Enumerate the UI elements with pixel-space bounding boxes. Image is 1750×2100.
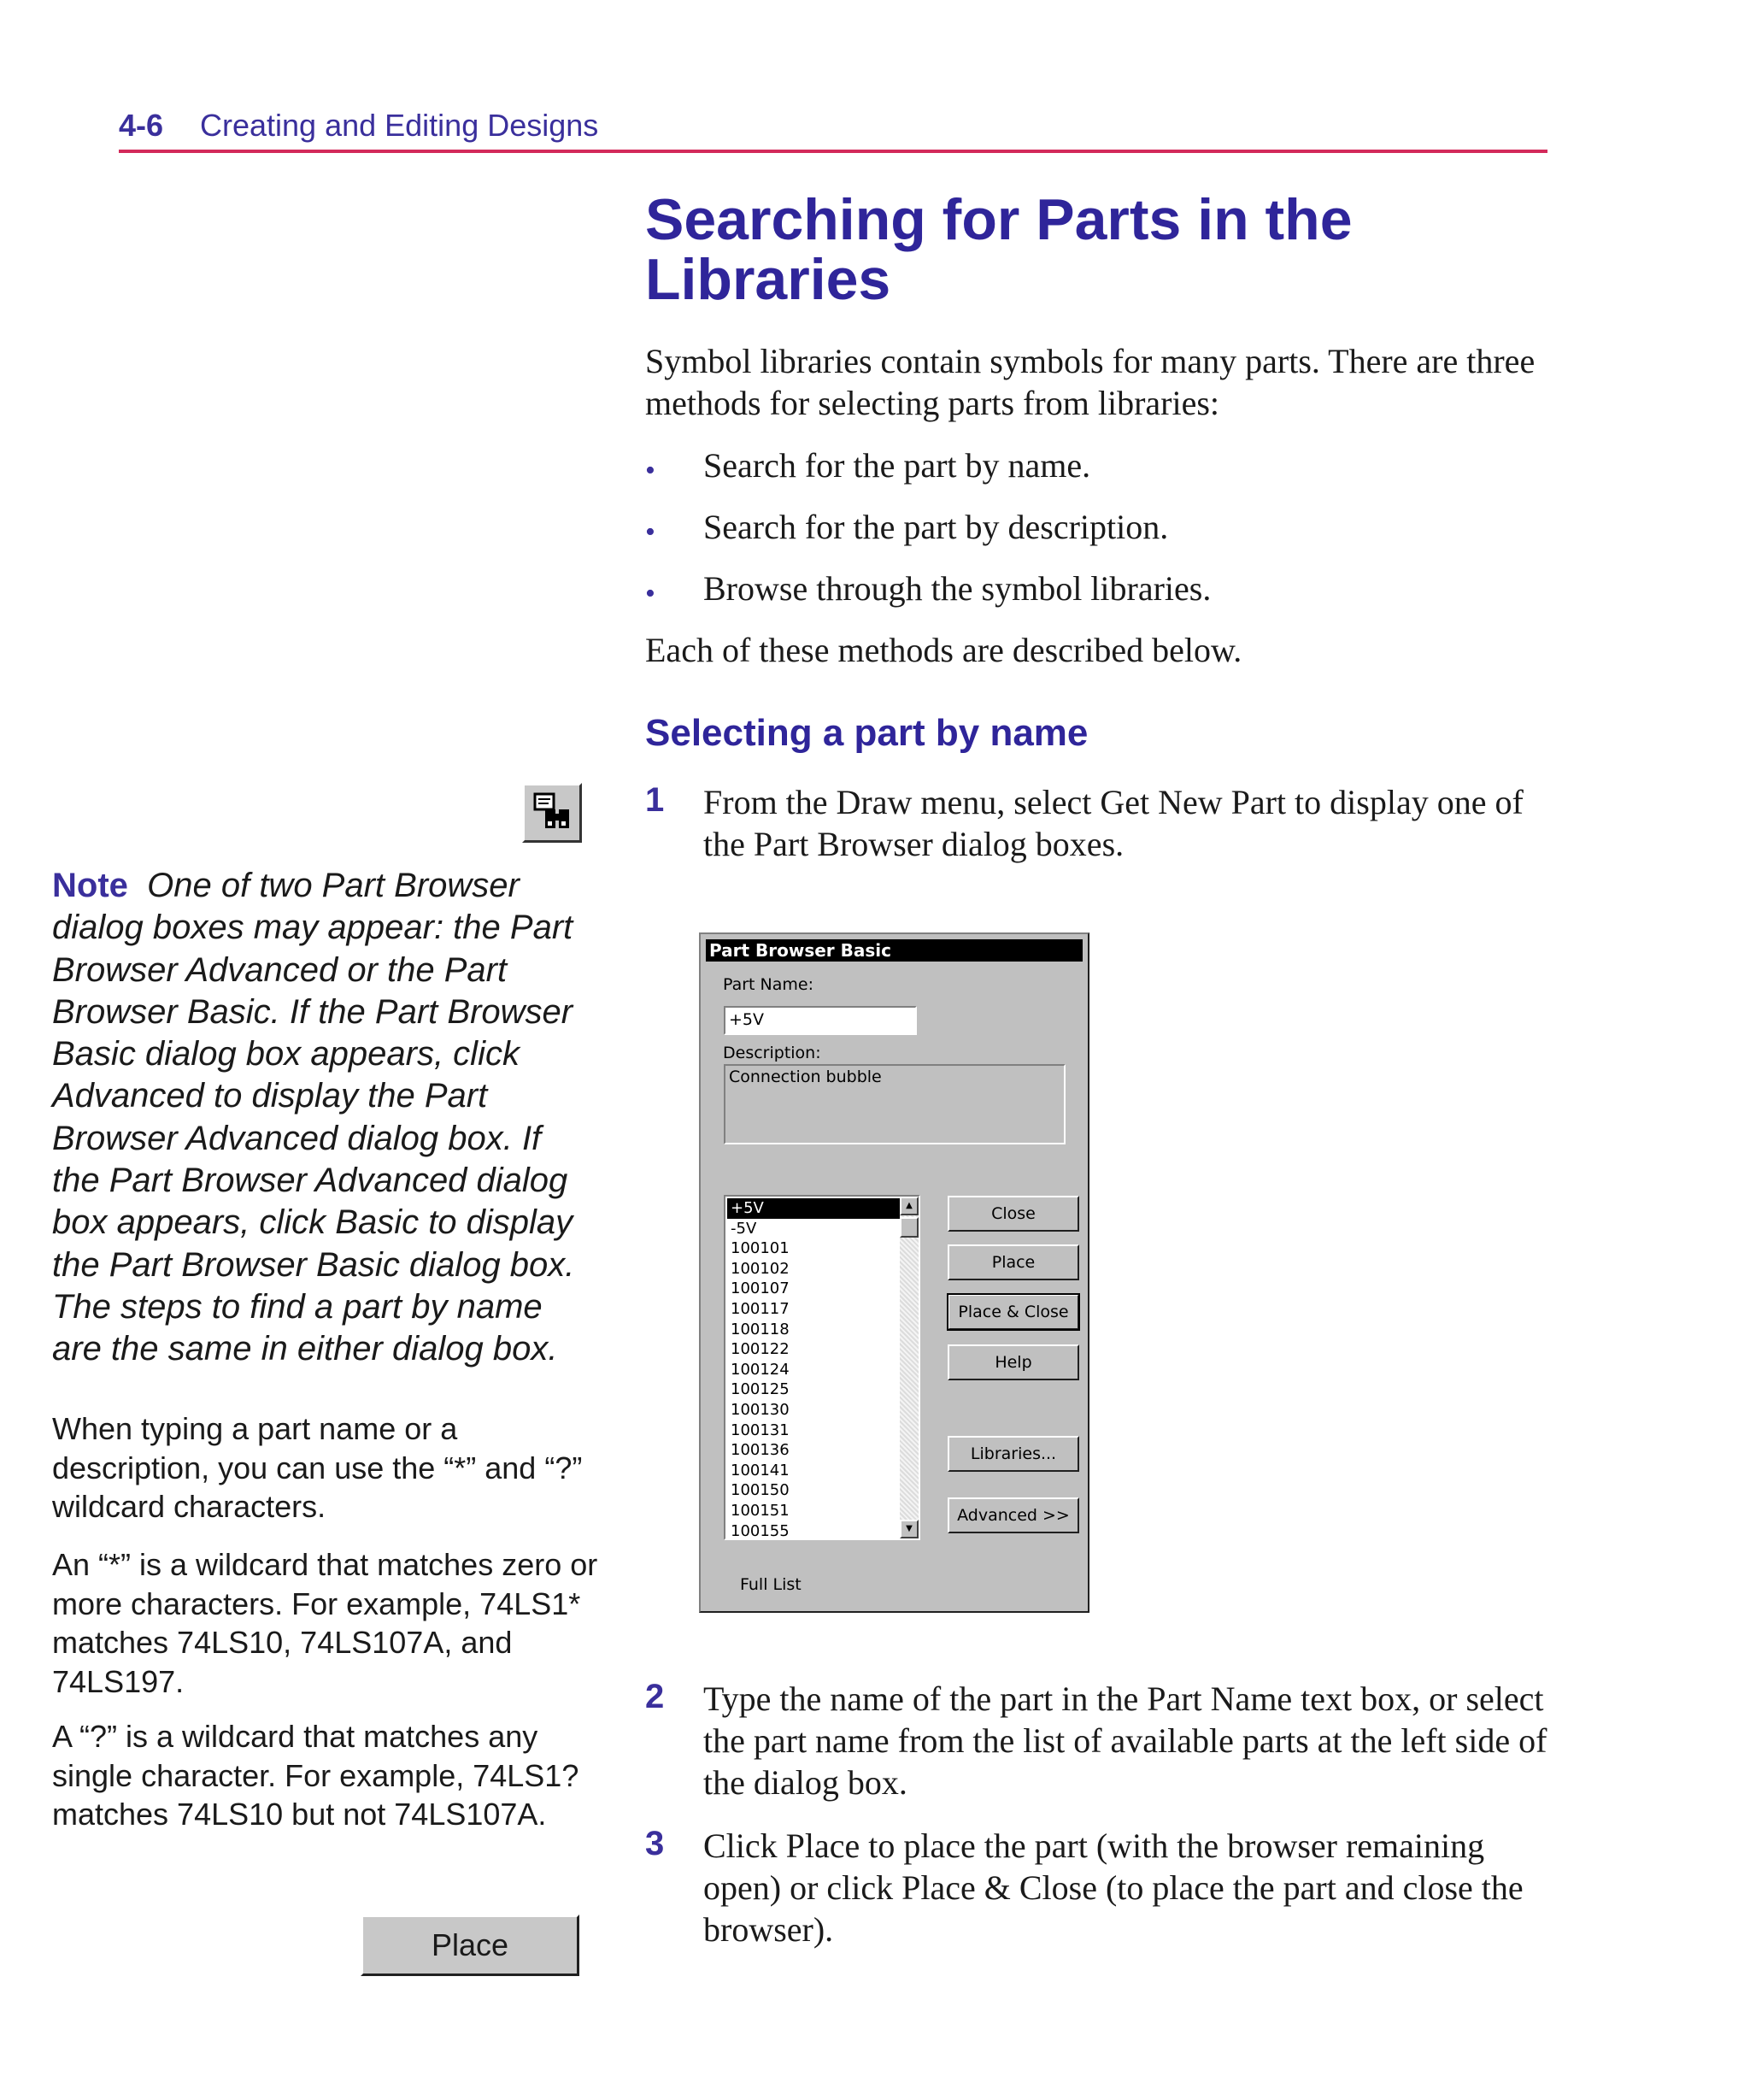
advanced-button[interactable]: Advanced >>: [948, 1497, 1079, 1533]
chapter-title: Creating and Editing Designs: [200, 108, 599, 143]
outro-paragraph: Each of these methods are described below.: [645, 631, 1242, 669]
step-number: 2: [645, 1678, 665, 1715]
list-item[interactable]: 100117: [731, 1299, 790, 1318]
list-item[interactable]: 100136: [731, 1441, 790, 1460]
scroll-up-arrow-icon[interactable]: ▲: [900, 1197, 919, 1215]
place-and-close-button[interactable]: Place & Close: [948, 1294, 1079, 1330]
part-name-label: Part Name:: [723, 975, 814, 994]
page-title: Searching for Parts in the Libraries: [645, 187, 1353, 312]
part-browser-basic-dialog: [699, 932, 1089, 1613]
note-callout: [52, 865, 590, 1371]
binoculars-icon: [525, 785, 579, 840]
description-label: Description:: [723, 1044, 821, 1062]
list-item[interactable]: 100130: [731, 1400, 790, 1419]
list-item[interactable]: -5V: [731, 1219, 757, 1238]
wildcard-paragraph: An “*” is a wildcard that matches zero or more characters. For example, 74LS1* matches 74LS10, 74LS107A, and 74LS197.: [52, 1547, 598, 1699]
list-item[interactable]: 100122: [731, 1340, 790, 1359]
bullet-item: Browse through the symbol libraries.: [703, 569, 1212, 608]
step-text: Type the name of the part in the Part Name text box, or select the part name from the list of available parts at the left side of the dialog box.: [703, 1679, 1547, 1802]
intro-paragraph: Symbol libraries contain symbols for many parts. There are three methods for selecting parts from libraries:: [645, 342, 1536, 422]
place-button[interactable]: Place: [948, 1244, 1079, 1280]
step-text: Click Place to place the part (with the browser remaining open) or click Place & Close (to place the part and close the browser).: [703, 1826, 1524, 1949]
bullet-item: Search for the part by description.: [703, 508, 1169, 546]
place-button-graphic: Place: [361, 1915, 579, 1976]
bullet-dot: •: [645, 516, 655, 548]
close-button[interactable]: Close: [948, 1196, 1079, 1232]
list-item[interactable]: 100151: [731, 1501, 790, 1520]
note-label: Note: [52, 867, 128, 904]
list-item[interactable]: 100125: [731, 1380, 790, 1399]
parts-list-scrollbar[interactable]: [900, 1197, 919, 1538]
wildcard-paragraph: When typing a part name or a description, you can use the “*” and “?” wildcard characters.: [52, 1411, 583, 1524]
subsection-title: Selecting a part by name: [645, 712, 1089, 754]
list-item[interactable]: 100101: [731, 1239, 790, 1258]
dialog-title-bar: Part Browser Basic: [706, 939, 1083, 962]
list-item[interactable]: 100118: [731, 1320, 790, 1338]
list-item[interactable]: 100124: [731, 1360, 790, 1379]
libraries-button[interactable]: Libraries...: [948, 1436, 1079, 1472]
scroll-thumb[interactable]: [900, 1217, 919, 1238]
description-box: Connection bubble: [724, 1064, 1066, 1144]
list-item[interactable]: +5V: [727, 1198, 901, 1219]
list-item[interactable]: 100141: [731, 1461, 790, 1479]
list-item[interactable]: 100131: [731, 1421, 790, 1439]
parts-list[interactable]: [724, 1195, 920, 1540]
wildcard-paragraph: A “?” is a wildcard that matches any single character. For example, 74LS1? matches 74LS10 but not 74LS107A.: [52, 1719, 579, 1832]
page-number: 4-6: [119, 108, 164, 143]
step-number: 3: [645, 1825, 665, 1862]
part-name-input[interactable]: +5V: [724, 1006, 917, 1035]
step-number: 1: [645, 781, 665, 819]
list-item[interactable]: 100107: [731, 1279, 790, 1298]
step-text: From the Draw menu, select Get New Part to display one of the Part Browser dialog boxes.: [703, 783, 1524, 863]
note-text: One of two Part Browser dialog boxes may appear: the Part Browser Advanced or the Part Browser Basic. If the Part Browser Basic dialog box appears, click Advanced to display the Part Browser Advanced dialog box. If the Part Browser Advanced dialog box appears, click Basic to display the Part Browser Basic dialog box. The steps to find a part by name are the same in either dialog box.: [52, 867, 575, 1368]
list-item[interactable]: 100150: [731, 1481, 790, 1500]
header-rule: [119, 150, 1547, 153]
help-button[interactable]: Help: [948, 1344, 1079, 1380]
get-new-part-binoculars-icon: [522, 783, 582, 843]
scroll-down-arrow-icon[interactable]: ▼: [900, 1520, 919, 1538]
list-item[interactable]: 100155: [731, 1521, 790, 1540]
bullet-item: Search for the part by name.: [703, 446, 1091, 485]
list-item[interactable]: 100102: [731, 1259, 790, 1278]
full-list-label: Full List: [740, 1575, 802, 1594]
bullet-dot: •: [645, 578, 655, 609]
bullet-dot: •: [645, 455, 655, 486]
